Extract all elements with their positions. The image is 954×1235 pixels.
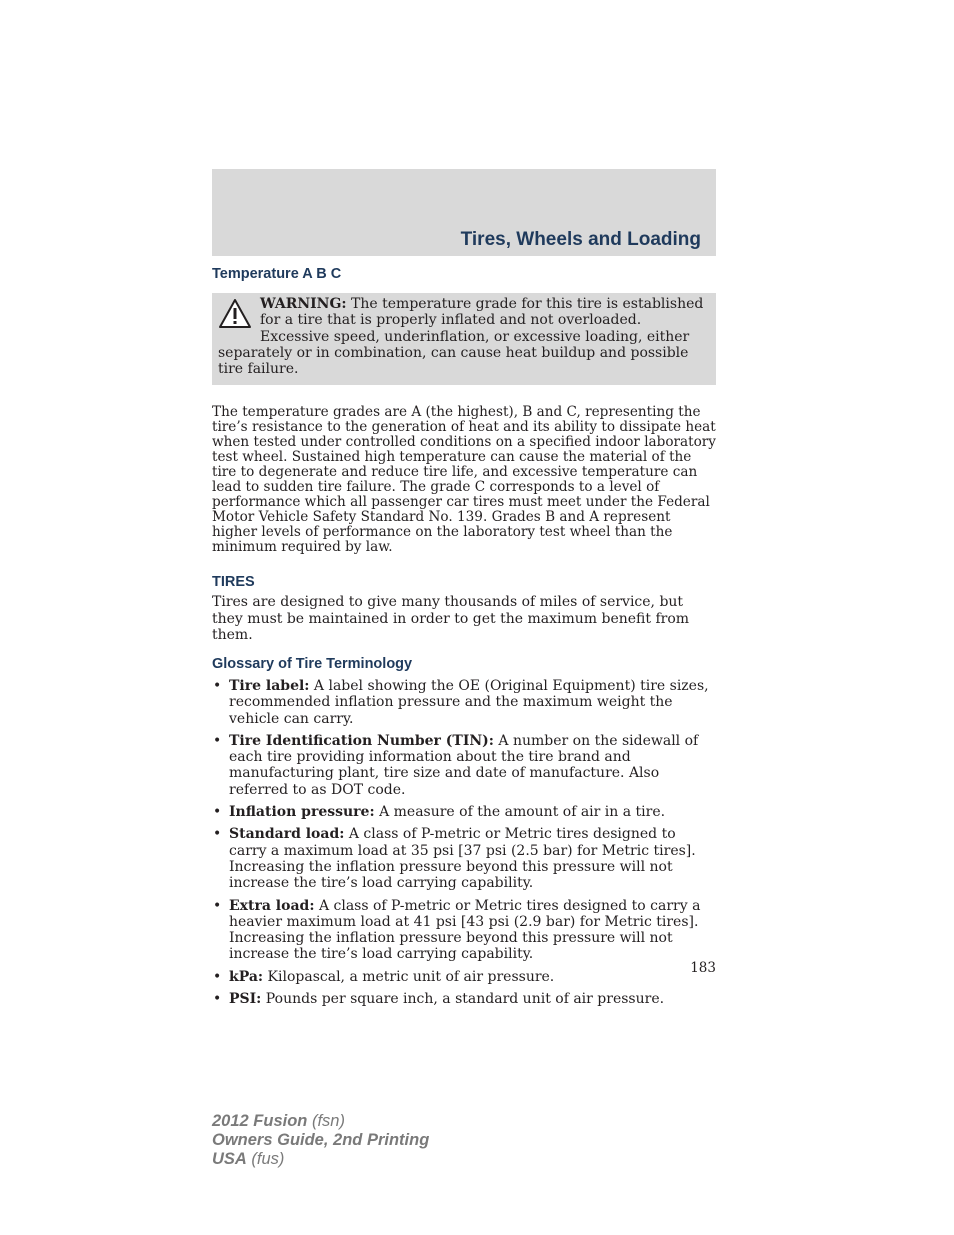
warning-text: The temperature grade for this tire is established for a tire that is properly inflated and not overloaded. Excessive speed, underinflation, or excessive loading, either separately or in combination, can cause heat buildup and possible tire failure. — [218, 296, 704, 378]
footer-model: 2012 Fusion — [212, 1112, 308, 1130]
glossary-list — [212, 678, 716, 1007]
glossary-definition: A class of P-metric or Metric tires designed to carry a heavier maximum load at 41 psi [43 psi (2.9 bar) for Metric tires]. Increasing the inflation pressure beyond this pressure will not increase the tire’s load carrying capability. — [229, 897, 701, 963]
glossary-definition: A class of P-metric or Metric tires designed to carry a maximum load at 35 psi [37 psi (2.5 bar) for Metric tires]. Increasing the inflation pressure beyond this pressure will not increase the tire’s load carrying capability. — [229, 826, 696, 892]
footer-model-code: (fsn) — [307, 1112, 345, 1130]
warning-triangle-icon — [218, 298, 252, 330]
glossary-definition: A number on the sidewall of each tire providing information about the tire brand and manufacturing plant, tire size and date of manufacture. Also referred to as DOT code. — [229, 732, 699, 798]
glossary-definition: Pounds per square inch, a standard unit of air pressure. — [261, 991, 665, 1008]
list-item — [212, 991, 716, 1007]
section-title: Tires, Wheels and Loading — [460, 229, 701, 250]
bullet: • — [213, 826, 222, 843]
list-item — [212, 898, 716, 963]
tires-body: Tires are designed to give many thousands of miles of service, but they must be maintained in order to get the maximum benefit from them. — [212, 594, 690, 644]
warning-box — [212, 293, 716, 385]
list-item — [212, 804, 716, 820]
glossary-term: Extra load: — [229, 897, 315, 914]
footer-market: USA — [212, 1150, 247, 1168]
glossary-definition: A label showing the OE (Original Equipment) tire sizes, recommended inflation pressure and the maximum weight the vehicle can carry. — [229, 677, 709, 727]
glossary-term: PSI: — [229, 991, 262, 1008]
bullet: • — [213, 897, 222, 914]
tires-heading: TIRES — [212, 574, 255, 591]
glossary-definition: Kilopascal, a metric unit of air pressure. — [263, 968, 555, 985]
footer-guide: Owners Guide, 2nd Printing — [212, 1131, 430, 1149]
bullet: • — [213, 804, 222, 821]
temperature-body: The temperature grades are A (the highest), B and C, representing the tire’s resistance to the generation of heat and its ability to dissipate heat when tested under controlled conditions on a specified indoor laboratory test wheel. Sustained high temperature can cause the material of the tire to degenerate and reduce tire life, and excessive temperature can lead to sudden tire failure. The grade C corresponds to a level of performance which all passenger car tires must meet under the Federal Motor Vehicle Safety Standard No. 139. Grades B and A represent higher levels of performance on the laboratory test wheel than the minimum required by law. — [212, 404, 716, 556]
glossary-term: Inflation pressure: — [229, 804, 375, 821]
page-number: 183 — [690, 960, 716, 976]
footer-line-guide — [212, 1131, 429, 1150]
document-footer — [212, 1112, 429, 1169]
warning-label: WARNING: — [260, 296, 347, 312]
list-item — [212, 678, 716, 727]
footer-line-market — [212, 1150, 429, 1169]
page-content — [212, 264, 716, 1013]
bullet: • — [213, 732, 222, 749]
bullet: • — [213, 968, 222, 985]
glossary-term: kPa: — [229, 968, 264, 985]
section-header-band — [212, 169, 716, 256]
temperature-heading: Temperature A B C — [212, 266, 342, 282]
list-item — [212, 733, 716, 798]
footer-market-code: (fus) — [246, 1150, 285, 1168]
footer-line-model — [212, 1112, 429, 1131]
glossary-term: Tire label: — [229, 677, 310, 694]
bullet: • — [213, 677, 222, 694]
glossary-term: Tire Identification Number (TIN): — [229, 732, 494, 749]
bullet: • — [213, 991, 222, 1008]
glossary-definition: A measure of the amount of air in a tire. — [374, 804, 666, 821]
glossary-heading: Glossary of Tire Terminology — [212, 655, 413, 672]
list-item — [212, 826, 716, 891]
glossary-term: Standard load: — [229, 826, 345, 843]
